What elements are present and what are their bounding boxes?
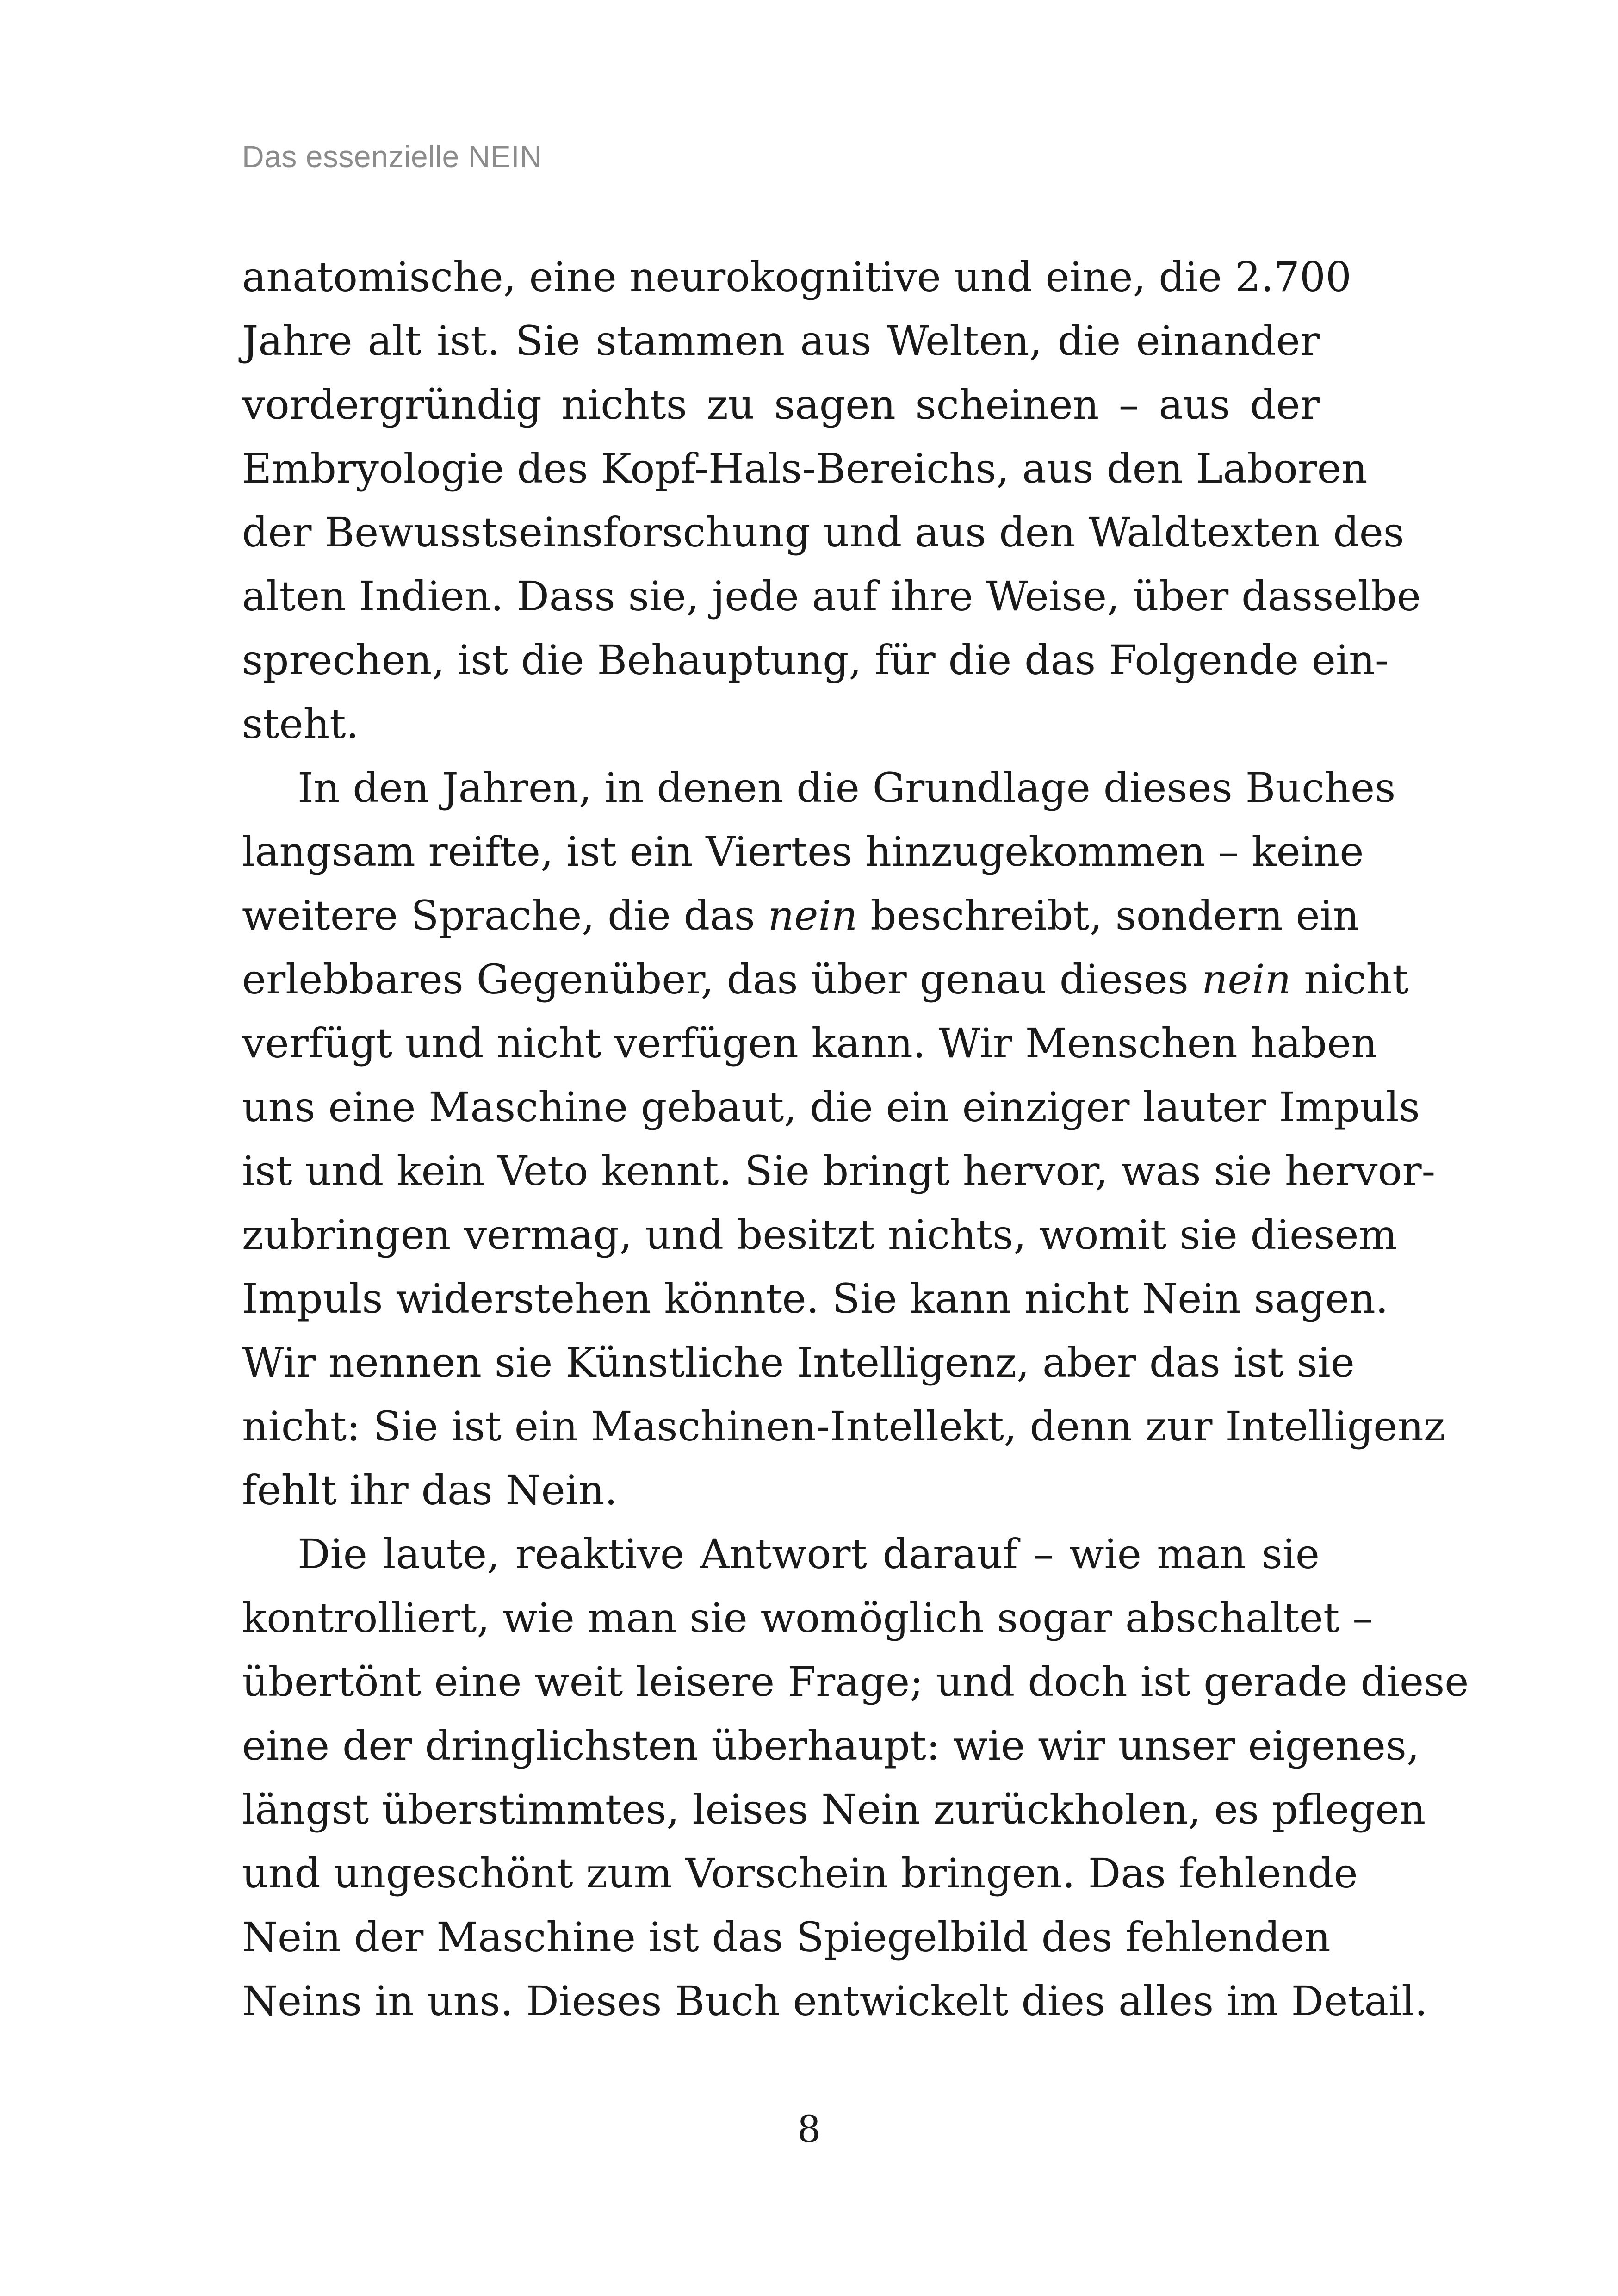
- paragraph-2: [242, 756, 1445, 1522]
- text-line: eine der dringlichsten überhaupt: wie wir unser eigenes,: [242, 1722, 1420, 1769]
- text-line: sprechen, ist die Behauptung, für die das Folgende ein-: [242, 636, 1389, 684]
- text-line: kontrolliert, wie man sie womöglich sogar abschaltet –: [242, 1594, 1373, 1642]
- text-line-with-emphasis: [242, 884, 1359, 948]
- running-head: Das essenzielle NEIN: [242, 139, 542, 174]
- text-line: verfügt und nicht verfügen kann. Wir Menschen haben: [242, 1019, 1377, 1067]
- text-line: zubringen vermag, und besitzt nichts, womit sie diesem: [242, 1211, 1397, 1259]
- text-line: Jahre alt ist. Sie stammen aus Welten, die einander: [242, 317, 1320, 365]
- text-line: alten Indien. Dass sie, jede auf ihre Weise, über dasselbe: [242, 572, 1421, 620]
- text-line: Die laute, reaktive Antwort darauf – wie man sie: [298, 1530, 1320, 1578]
- emphasis-nein: nein: [768, 892, 858, 939]
- text-line: fehlt ihr das Nein.: [242, 1466, 618, 1514]
- text-line: Neins in uns. Dieses Buch entwickelt dies alles im Detail.: [242, 1977, 1428, 2025]
- text-line: ist und kein Veto kennt. Sie bringt hervor, was sie hervor-: [242, 1147, 1436, 1195]
- text-line: Nein der Maschine ist das Spiegelbild des fehlenden: [242, 1913, 1331, 1961]
- text-line: längst überstimmtes, leises Nein zurückholen, es pflegen: [242, 1786, 1426, 1833]
- text-line: anatomische, eine neurokognitive und eine, die 2.700: [242, 253, 1351, 301]
- emphasis-nein: nein: [1201, 956, 1291, 1003]
- text-segment: weitere Sprache, die das: [242, 892, 768, 939]
- text-line: Impuls widerstehen könnte. Sie kann nicht Nein sagen.: [242, 1275, 1389, 1322]
- text-line: vordergründig nichts zu sagen scheinen – aus der: [242, 381, 1320, 428]
- page-number: 8: [797, 2108, 821, 2151]
- text-line: der Bewusstseinsforschung und aus den Waldtexten des: [242, 509, 1404, 556]
- text-line-with-emphasis: [242, 948, 1409, 1011]
- text-line: und ungeschönt zum Vorschein bringen. Das fehlende: [242, 1849, 1358, 1897]
- text-line: langsam reifte, ist ein Viertes hinzugekommen – keine: [242, 828, 1364, 875]
- paragraph-3: [242, 1522, 1469, 2033]
- text-segment: nicht: [1291, 956, 1409, 1003]
- text-line: Wir nennen sie Künstliche Intelligenz, aber das ist sie: [242, 1339, 1355, 1386]
- text-line: steht.: [242, 700, 359, 748]
- text-line: übertönt eine weit leisere Frage; und doch ist gerade diese: [242, 1658, 1469, 1706]
- text-segment: beschreibt, sondern ein: [857, 892, 1359, 939]
- text-line: In den Jahren, in denen die Grundlage dieses Buches: [298, 764, 1396, 812]
- text-line: nicht: Sie ist ein Maschinen-Intellekt, denn zur Intelligenz: [242, 1402, 1445, 1450]
- body-text: [242, 245, 1469, 2033]
- text-line: uns eine Maschine gebaut, die ein einziger lauter Impuls: [242, 1083, 1420, 1131]
- text-line: Embryologie des Kopf-Hals-Bereichs, aus den Laboren: [242, 445, 1368, 492]
- text-segment: erlebbares Gegenüber, das über genau dieses: [242, 956, 1202, 1003]
- paragraph-1: [242, 245, 1421, 756]
